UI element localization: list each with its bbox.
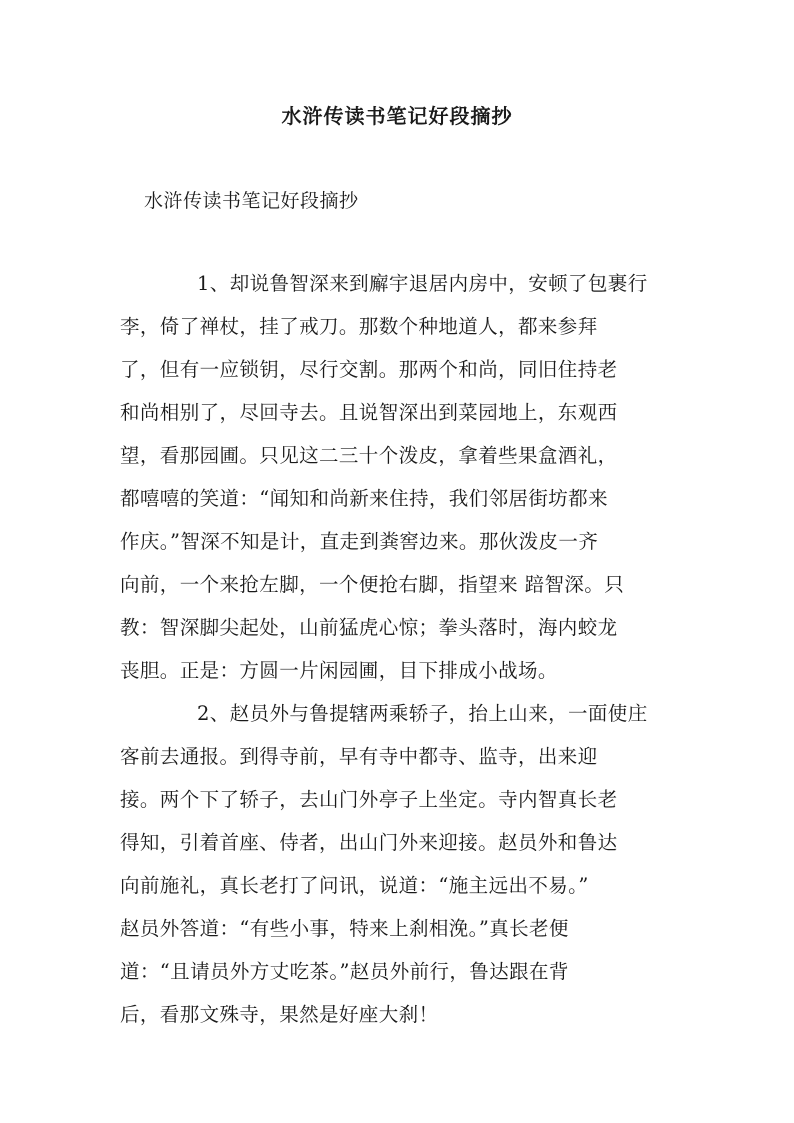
paragraph-line: 李，倚了禅杖，挂了戒刀。那数个种地道人，都来参拜 [120, 315, 598, 338]
paragraph-line: 赵员外答道：“有些小事，特来上刹相浼。”真长老便 [120, 917, 569, 940]
paragraph-line: 1、却说鲁智深来到廨宇退居内房中，安顿了包裹行 [197, 272, 648, 295]
paragraph-line: 了，但有一应锁钥，尽行交割。那两个和尚，同旧住持老 [120, 358, 618, 381]
paragraph-line: 丧胆。正是：方圆一片闲园圃，目下排成小战场。 [120, 659, 558, 682]
document-subtitle: 水浒传读书笔记好段摘抄 [144, 190, 359, 212]
paragraph-line: 作庆。”智深不知是计，直走到粪窖边来。那伙泼皮一齐 [120, 530, 599, 553]
paragraph-line: 道：“且请员外方丈吃茶。”赵员外前行，鲁达跟在背 [120, 960, 569, 983]
paragraph-line: 教：智深脚尖起处，山前猛虎心惊；拳头落时，海内蛟龙 [120, 616, 618, 639]
paragraph-line: 向前施礼，真长老打了问讯，说道：“施主远出不易。” [120, 874, 589, 897]
document-title: 水浒传读书笔记好段摘抄 [281, 104, 513, 128]
paragraph-line: 客前去通报。到得寺前，早有寺中都寺、监寺，出来迎 [120, 745, 598, 768]
paragraph-line: 后，看那文殊寺，果然是好座大刹！ [120, 1003, 439, 1026]
paragraph-line: 向前，一个来抢左脚，一个便抢右脚，指望来 踣智深。只 [120, 573, 625, 596]
paragraph-line: 接。两个下了轿子，去山门外亭子上坐定。寺内智真长老 [120, 788, 618, 811]
paragraph-line: 望，看那园圃。只见这二三十个泼皮，拿着些果盒酒礼， [120, 444, 618, 467]
paragraph-line: 都嘻嘻的笑道：“闻知和尚新来住持，我们邻居街坊都来 [120, 487, 608, 510]
paragraph-line: 得知，引着首座、侍者，出山门外来迎接。赵员外和鲁达 [120, 831, 618, 854]
paragraph-line: 2、赵员外与鲁提辖两乘轿子，抬上山来，一面使庄 [197, 702, 648, 725]
paragraph-line: 和尚相别了，尽回寺去。且说智深出到菜园地上，东观西 [120, 401, 618, 424]
